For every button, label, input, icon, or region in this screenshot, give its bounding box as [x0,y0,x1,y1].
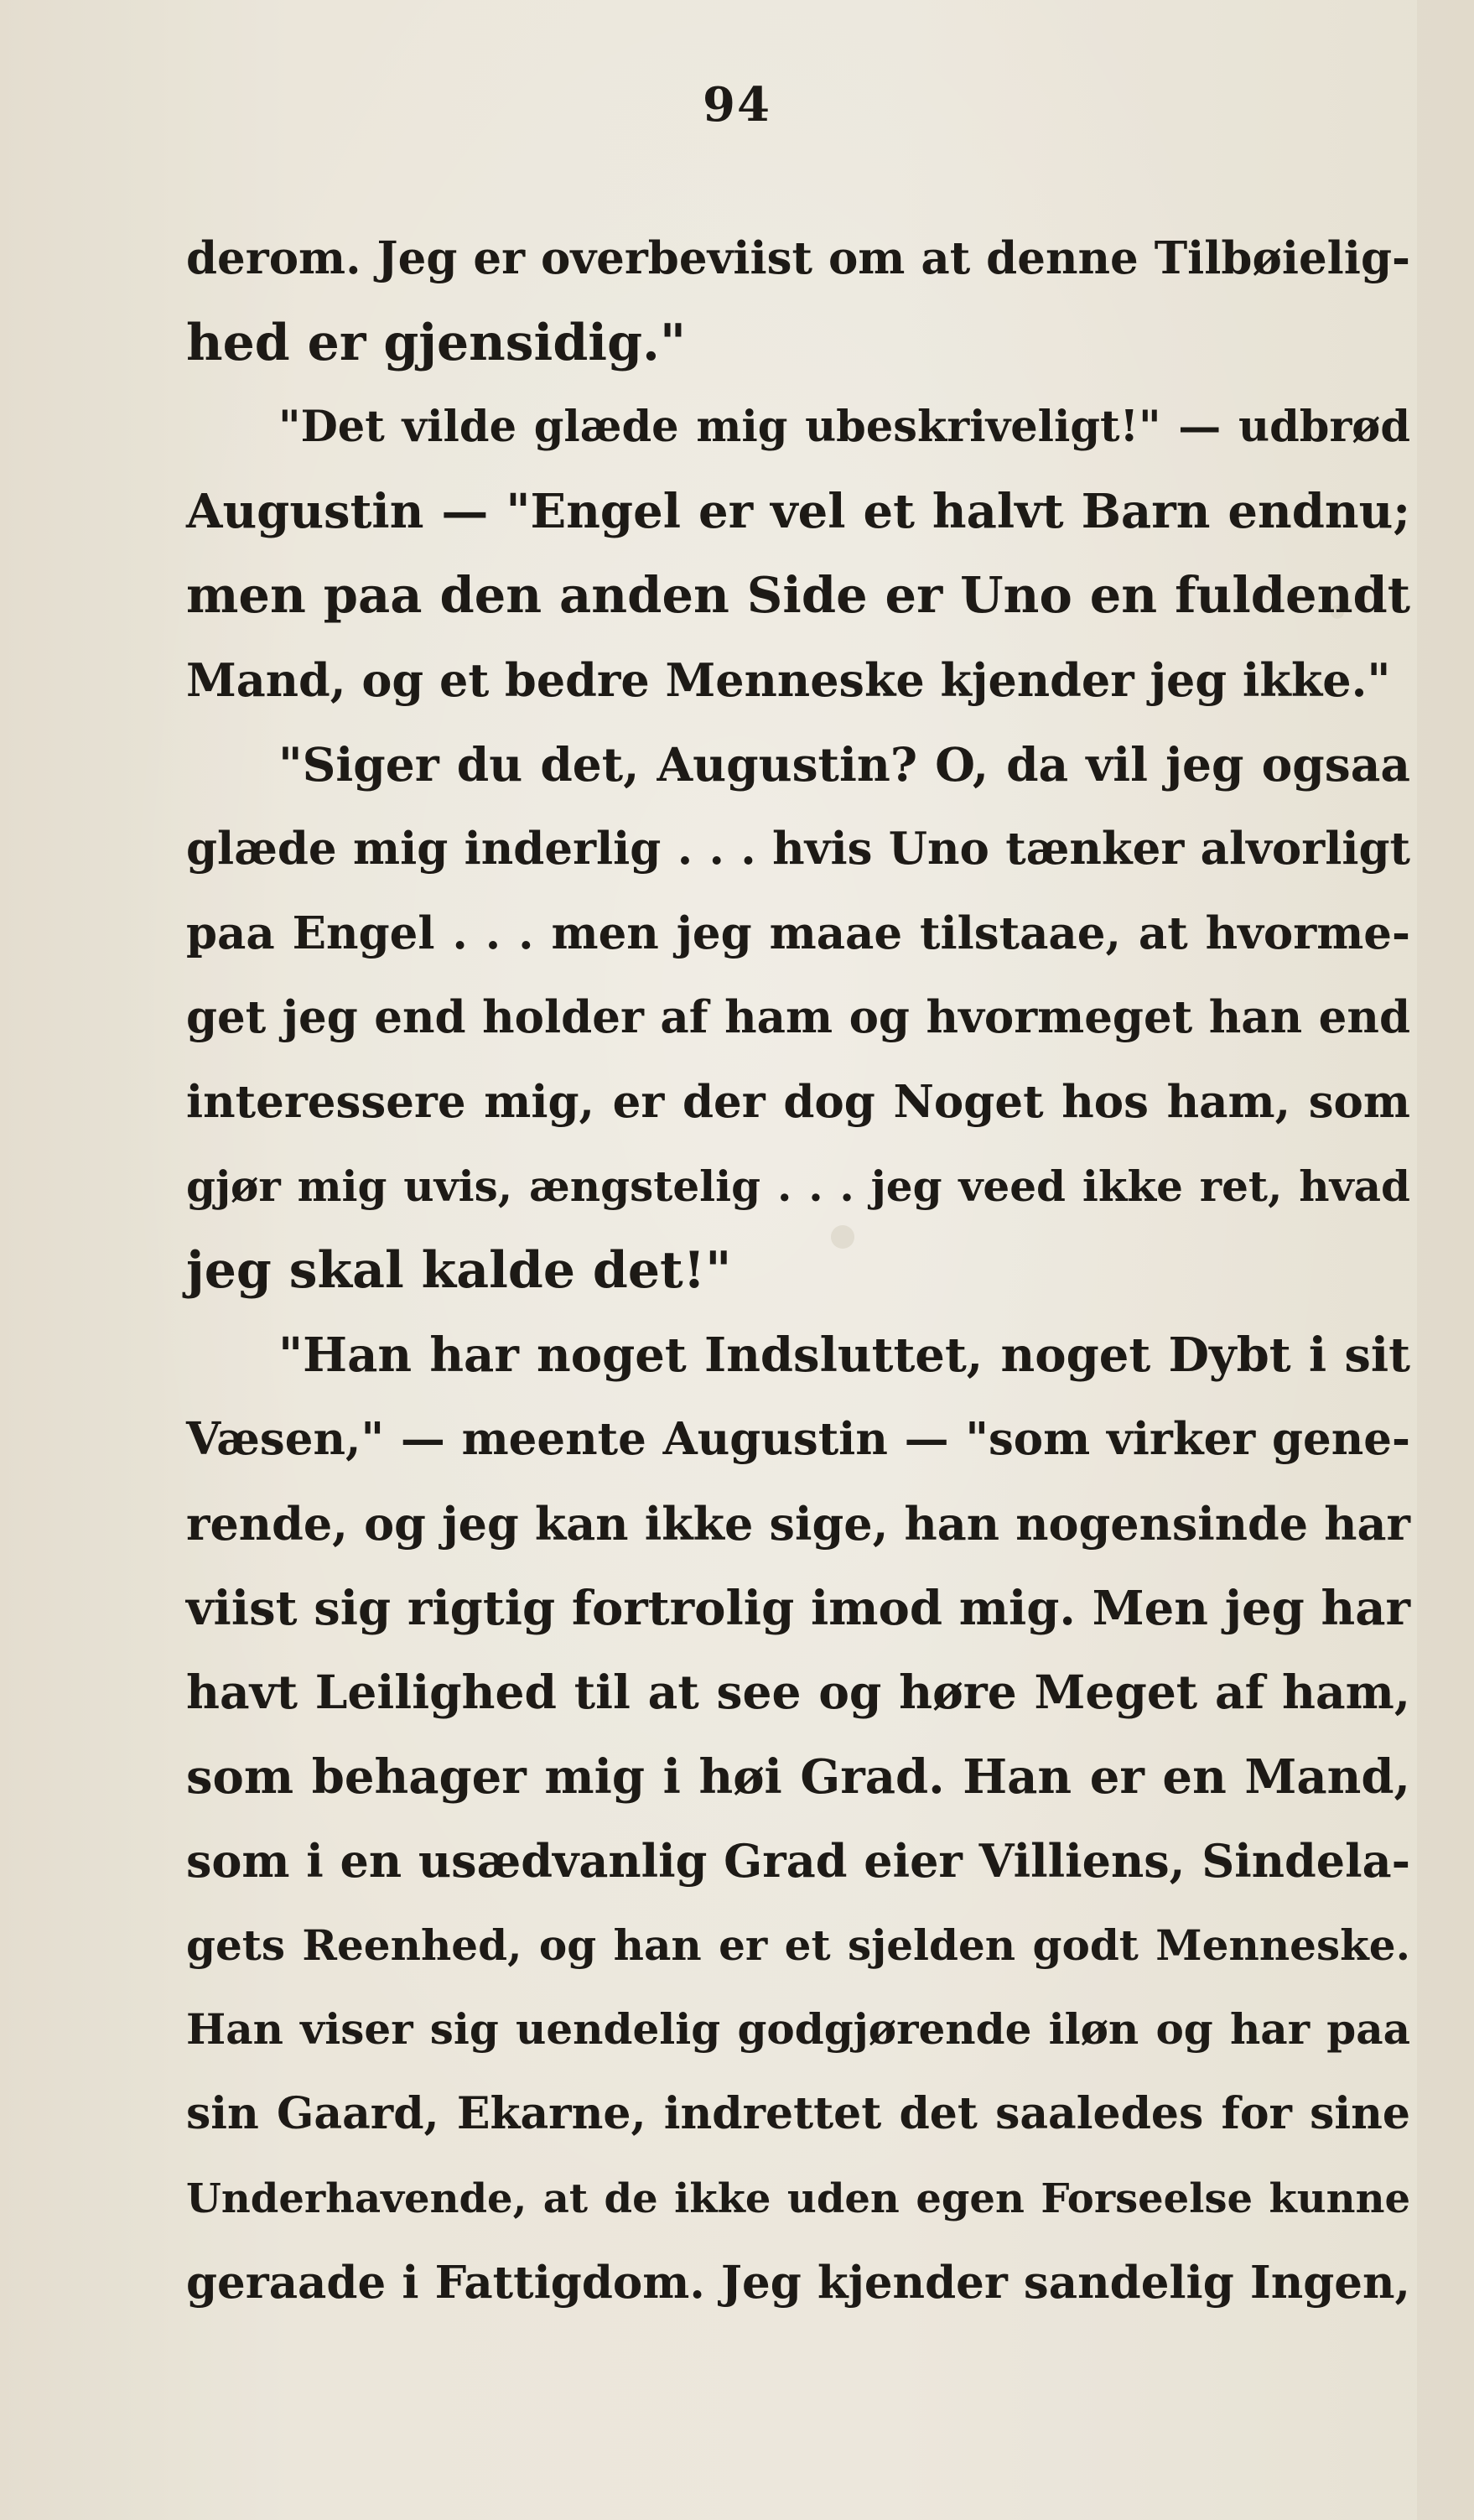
text-line: som i en usædvanlig Grad eier Villiens, Sindela- [186,1834,1410,1889]
text-line: "Siger du det, Augustin? O, da vil jeg ogsaa [278,736,1410,792]
text-line: geraade i Fattigdom. Jeg kjender sandelig Ingen, [186,2257,1410,2310]
text-line: Væsen," — meente Augustin — "som virker gene- [186,1413,1410,1466]
text-line: rende, og jeg kan ikke sige, han nogensinde har [186,1496,1410,1551]
page-number: 94 [703,77,771,132]
text-line: hed er gjensidig." [186,313,687,372]
text-line: men paa den anden Side er Uno en fuldendt [186,566,1410,625]
text-line: Mand, og et bedre Menneske kjender jeg ikke." [186,652,1391,707]
text-line: Han viser sig uendelig godgjørende iløn og har paa [186,2004,1410,2055]
text-line: paa Engel . . . men jeg maae tilstaae, at hvorme- [186,907,1410,959]
text-line: sin Gaard, Ekarne, indrettet det saaledes for sine [186,2088,1410,2140]
text-line: get jeg end holder af ham og hvormeget han end [186,991,1410,1044]
text-line: gjør mig uvis, ængstelig . . . jeg veed ikke ret, hvad [186,1161,1410,1211]
text-line: Underhavende, at de ikke uden egen Forseelse kunne [186,2174,1410,2222]
text-line: gets Reenhed, og han er et sjelden godt Menneske. [186,1920,1410,1970]
text-line: viist sig rigtig fortrolig imod mig. Men jeg har [186,1580,1410,1636]
text-line: derom. Jeg er overbeviist om at denne Tilbøielig- [186,232,1410,284]
body-text [186,216,1410,2325]
text-line: havt Leilighed til at see og høre Meget af ham, [186,1665,1410,1720]
text-line: "Det vilde glæde mig ubeskriveligt!" — udbrød [278,402,1410,453]
text-line: Augustin — "Engel er vel et halvt Barn endnu; [186,483,1410,539]
text-line: glæde mig inderlig . . . hvis Uno tænker alvorligt [186,823,1410,876]
text-line: jeg skal kalde det!" [186,1241,732,1301]
text-line: interessere mig, er der dog Noget hos ham, som [186,1075,1410,1128]
text-line: "Han har noget Indsluttet, noget Dybt i sit [278,1327,1410,1383]
text-line: som behager mig i høi Grad. Han er en Mand, [186,1748,1410,1805]
